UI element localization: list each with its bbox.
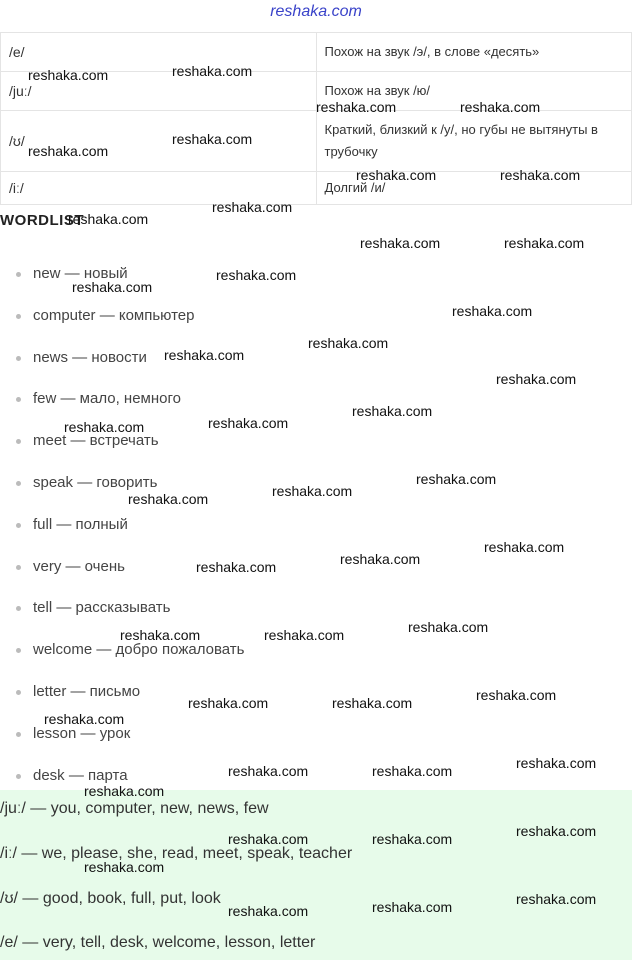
watermark: reshaka.com — [44, 711, 125, 727]
bullet-icon — [16, 314, 21, 319]
site-header-link[interactable]: reshaka.com — [270, 3, 362, 20]
watermark: reshaka.com — [72, 279, 153, 295]
watermark: reshaka.com — [516, 823, 597, 839]
watermark: reshaka.com — [164, 347, 245, 363]
sound-group-words: very, tell, desk, welcome, lesson, letter — [42, 934, 316, 951]
list-item-text: letter — письмо — [33, 682, 141, 700]
watermark: reshaka.com — [228, 763, 309, 779]
sound-group-label: /ʊ/ — — [0, 890, 43, 907]
watermark: reshaka.com — [272, 483, 353, 499]
sound-symbol: /ʊ/ — [1, 111, 317, 172]
watermark: reshaka.com — [28, 143, 109, 159]
sound-symbol: /e/ — [1, 33, 317, 72]
bullet-icon — [16, 356, 21, 361]
watermark: reshaka.com — [372, 899, 453, 915]
sound-group-words: you, computer, new, news, few — [50, 800, 269, 817]
watermark: reshaka.com — [64, 419, 145, 435]
list-item-text: news — новости — [33, 348, 147, 366]
watermark: reshaka.com — [228, 831, 309, 847]
watermark: reshaka.com — [516, 891, 597, 907]
watermark: reshaka.com — [216, 267, 297, 283]
sound-group-label: /juː/ — — [0, 800, 51, 817]
list-item — [0, 431, 632, 473]
watermark: reshaka.com — [452, 303, 533, 319]
list-item-text: desk — парта — [33, 766, 128, 784]
watermark: reshaka.com — [504, 235, 585, 251]
bullet-icon — [16, 774, 21, 779]
watermark: reshaka.com — [188, 695, 269, 711]
sound-description: Похож на звук /ю/ — [316, 72, 632, 111]
bullet-icon — [16, 481, 21, 486]
watermark: reshaka.com — [356, 167, 437, 183]
watermark: reshaka.com — [476, 687, 557, 703]
list-item-text: speak — говорить — [33, 473, 158, 491]
watermark: reshaka.com — [28, 67, 109, 83]
bullet-icon — [16, 606, 21, 611]
table-row — [1, 33, 632, 72]
sound-description: Похож на звук /э/, в слове «десять» — [316, 33, 632, 72]
sound-group — [0, 845, 352, 863]
sound-description: Краткий, близкий к /у/, но губы не вытянуты в трубочку — [316, 111, 632, 172]
sound-symbol: /iː/ — [1, 172, 317, 205]
bullet-icon — [16, 648, 21, 653]
watermark: reshaka.com — [68, 211, 149, 227]
bullet-icon — [16, 439, 21, 444]
list-item-text: welcome — добро пожаловать — [33, 641, 245, 659]
sound-group-words: we, please, she, read, meet, speak, teacher — [41, 845, 353, 862]
sound-groups-panel — [0, 790, 632, 960]
watermark: reshaka.com — [196, 559, 277, 575]
list-item-text: few — мало, немного — [33, 390, 181, 408]
list-item-text: full — полный — [33, 515, 128, 533]
watermark: reshaka.com — [208, 415, 289, 431]
watermark: reshaka.com — [516, 755, 597, 771]
list-item — [0, 557, 632, 599]
watermark: reshaka.com — [332, 695, 413, 711]
sound-group — [0, 800, 269, 818]
sound-group-words: good, book, full, put, look — [42, 890, 221, 907]
sound-group — [0, 890, 221, 908]
list-item-text: very — очень — [33, 557, 125, 575]
sound-group — [0, 934, 315, 952]
watermark: reshaka.com — [316, 99, 397, 115]
watermark: reshaka.com — [416, 471, 497, 487]
list-item-text: meet — встречать — [33, 432, 159, 450]
list-item-text: new — новый — [33, 265, 128, 282]
watermark: reshaka.com — [308, 335, 389, 351]
watermark: reshaka.com — [500, 167, 581, 183]
sound-symbol: /juː/ — [1, 72, 317, 111]
table-row — [1, 111, 632, 172]
sound-description: Долгий /и/ — [316, 172, 632, 205]
watermark: reshaka.com — [496, 371, 577, 387]
bullet-icon — [16, 690, 21, 695]
watermark: reshaka.com — [172, 63, 253, 79]
list-item — [0, 640, 632, 682]
watermark: reshaka.com — [352, 403, 433, 419]
watermark: reshaka.com — [408, 619, 489, 635]
bullet-icon — [16, 272, 21, 277]
watermark: reshaka.com — [212, 199, 293, 215]
watermark: reshaka.com — [360, 235, 441, 251]
watermark: reshaka.com — [128, 491, 209, 507]
watermark: reshaka.com — [84, 859, 165, 875]
list-item-text: tell — рассказывать — [33, 599, 171, 617]
watermark: reshaka.com — [372, 763, 453, 779]
watermark: reshaka.com — [120, 627, 201, 643]
watermark: reshaka.com — [84, 783, 165, 799]
bullet-icon — [16, 397, 21, 402]
watermark: reshaka.com — [264, 627, 345, 643]
sound-group-label: /e/ — — [0, 934, 43, 951]
bullet-icon — [16, 565, 21, 570]
list-item-text: lesson — урок — [33, 724, 131, 742]
wordlist-title: WORDLIST — [0, 212, 84, 229]
watermark: reshaka.com — [172, 131, 253, 147]
list-item-text: computer — компьютер — [33, 306, 195, 324]
watermark: reshaka.com — [460, 99, 541, 115]
bullet-icon — [16, 732, 21, 737]
watermark: reshaka.com — [372, 831, 453, 847]
bullet-icon — [16, 523, 21, 528]
watermark: reshaka.com — [228, 903, 309, 919]
watermark: reshaka.com — [484, 539, 565, 555]
watermark: reshaka.com — [340, 551, 421, 567]
sound-group-label: /iː/ — — [0, 845, 42, 862]
